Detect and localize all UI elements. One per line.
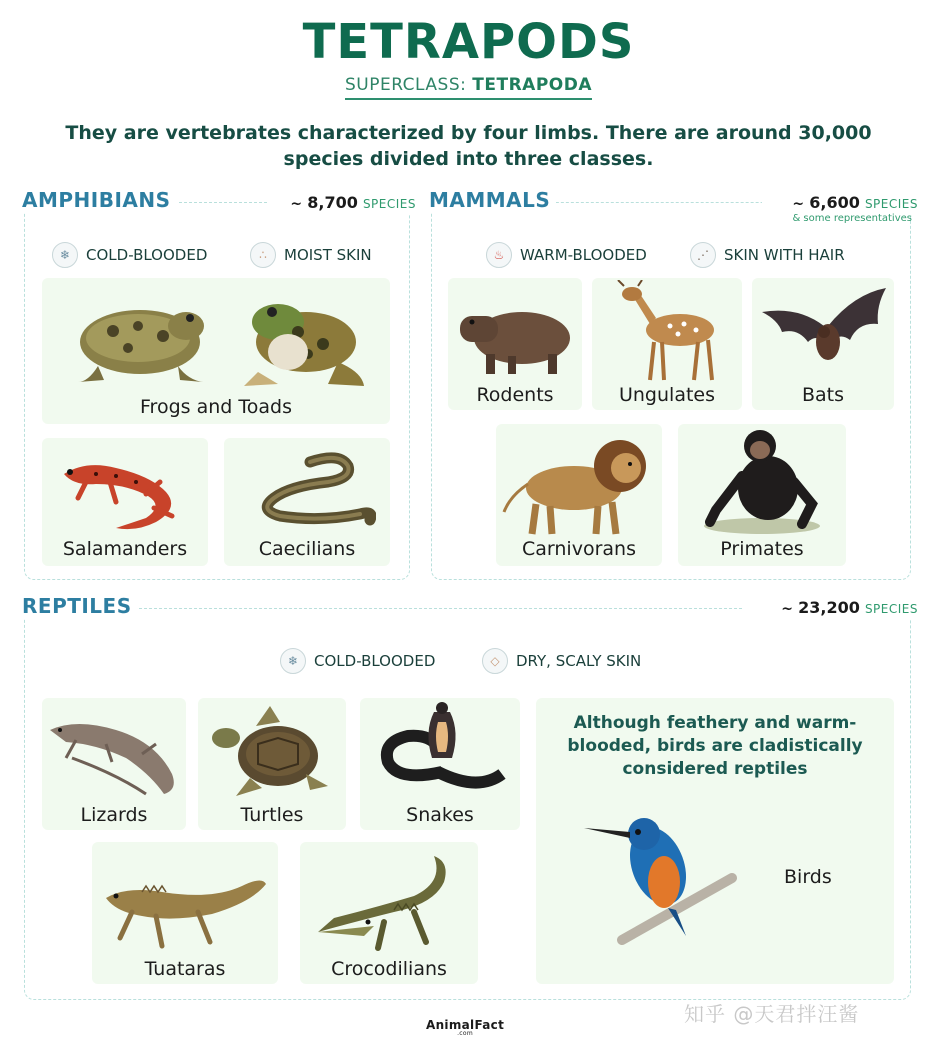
lion-image bbox=[502, 426, 658, 536]
label-primates: Primates bbox=[720, 538, 804, 560]
salamander-image bbox=[56, 452, 196, 532]
trait-skin-with-hair: ⋰ SKIN WITH HAIR bbox=[690, 242, 845, 268]
hair-skin-icon: ⋰ bbox=[690, 242, 716, 268]
page-title: TETRAPODS bbox=[302, 14, 635, 70]
card-lizards bbox=[42, 698, 186, 830]
card-carnivorans bbox=[496, 424, 662, 566]
label-carnivorans: Carnivorans bbox=[522, 538, 636, 560]
card-bats bbox=[752, 278, 894, 410]
amphibians-count: ~ 8,700 SPECIES bbox=[268, 193, 416, 214]
label-lizards: Lizards bbox=[80, 804, 148, 826]
intro-text: They are vertebrates characterized by four limbs. There are around 30,000 species divided into three classes. bbox=[65, 122, 872, 170]
reptiles-title: REPTILES bbox=[22, 594, 138, 618]
droplet-snowflake-icon: ❄ bbox=[280, 648, 306, 674]
label-snakes: Snakes bbox=[406, 804, 474, 826]
trait-moist-skin: ∴ MOIST SKIN bbox=[250, 242, 372, 268]
card-rodents bbox=[448, 278, 582, 410]
caecilian-image bbox=[240, 448, 376, 532]
droplet-snowflake-icon: ❄ bbox=[52, 242, 78, 268]
card-frogs-and-toads bbox=[42, 278, 390, 424]
reptiles-count: ~ 23,200 SPECIES bbox=[742, 598, 918, 619]
label-tuataras: Tuataras bbox=[144, 958, 226, 980]
trait-warm-blooded: ♨ WARM-BLOODED bbox=[486, 242, 647, 268]
trait-cold-blooded-reptiles: ❄ COLD-BLOODED bbox=[280, 648, 435, 674]
droplet-flame-icon: ♨ bbox=[486, 242, 512, 268]
label-rodents: Rodents bbox=[476, 384, 554, 406]
mammals-note: & some representatives bbox=[792, 213, 912, 224]
animalfact-logo: AnimalFact .com bbox=[426, 1018, 505, 1037]
label-crocodilians: Crocodilians bbox=[331, 958, 447, 980]
card-birds bbox=[536, 698, 894, 984]
mammals-title: MAMMALS bbox=[429, 188, 556, 212]
card-turtles bbox=[198, 698, 346, 830]
label-caecilians: Caecilians bbox=[258, 538, 356, 560]
turtle-image bbox=[206, 704, 338, 800]
trait-dry-scaly-skin: ◇ DRY, SCALY SKIN bbox=[482, 648, 641, 674]
lizard-image bbox=[46, 714, 182, 798]
chimpanzee-image bbox=[702, 426, 826, 536]
card-salamanders bbox=[42, 438, 208, 566]
card-ungulates bbox=[592, 278, 742, 410]
mammals-count: ~ 6,600 SPECIES bbox=[762, 193, 918, 214]
trait-cold-blooded: ❄ COLD-BLOODED bbox=[52, 242, 207, 268]
deer-image bbox=[610, 280, 724, 384]
superclass-subtitle bbox=[0, 74, 937, 100]
crocodile-image bbox=[314, 852, 468, 956]
card-crocodilians bbox=[300, 842, 478, 984]
card-caecilians bbox=[224, 438, 390, 566]
capybara-image bbox=[456, 294, 576, 378]
bat-image bbox=[758, 286, 890, 370]
card-tuataras bbox=[92, 842, 278, 984]
moist-skin-icon: ∴ bbox=[250, 242, 276, 268]
frog-image bbox=[238, 292, 368, 390]
label-ungulates: Ungulates bbox=[618, 384, 715, 406]
label-bats: Bats bbox=[801, 384, 845, 406]
toad-image bbox=[68, 296, 218, 388]
superclass-label: SUPERCLASS: bbox=[344, 75, 467, 95]
label-turtles: Turtles bbox=[240, 804, 304, 826]
card-primates bbox=[678, 424, 846, 566]
label-birds: Birds bbox=[784, 866, 832, 888]
superclass-value: TETRAPODA bbox=[472, 75, 592, 95]
cobra-image bbox=[378, 702, 506, 802]
kingfisher-image bbox=[582, 810, 738, 950]
zhihu-watermark: 知乎 @天君拌汪酱 bbox=[684, 1002, 860, 1026]
scaly-skin-icon: ◇ bbox=[482, 648, 508, 674]
birds-note: Although feathery and warm-blooded, birds are cladistically considered reptiles bbox=[567, 713, 863, 779]
card-snakes bbox=[360, 698, 520, 830]
label-frogs-and-toads: Frogs and Toads bbox=[140, 396, 292, 418]
amphibians-title: AMPHIBIANS bbox=[22, 188, 177, 212]
tuatara-image bbox=[102, 862, 268, 954]
label-salamanders: Salamanders bbox=[62, 538, 188, 560]
